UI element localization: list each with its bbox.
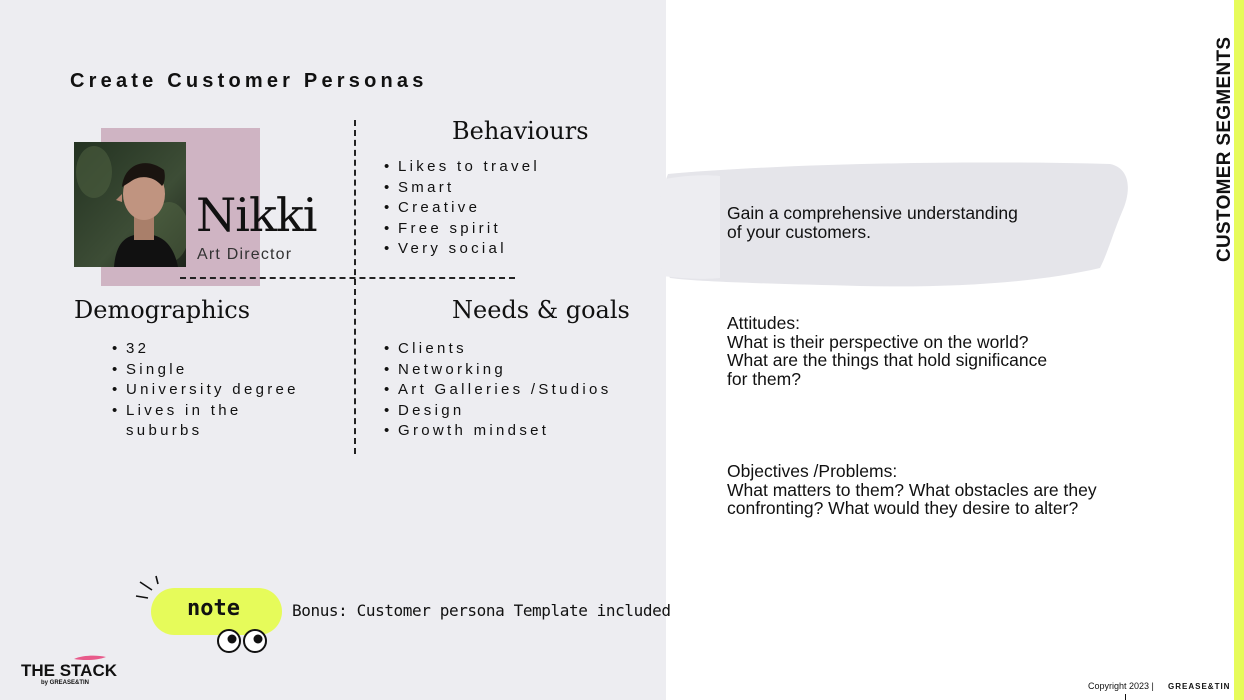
list-item: • Likes to travel xyxy=(384,157,540,178)
section-label: CUSTOMER SEGMENTS xyxy=(1214,36,1235,262)
list-item: • Growth mindset xyxy=(384,421,612,442)
persona-name: Nikki xyxy=(196,188,317,242)
copyright: Copyright 2023 | xyxy=(1088,681,1154,691)
list-item: • Lives in the suburbs xyxy=(112,401,256,442)
bonus-note: Bonus: Customer persona Template included xyxy=(292,601,671,620)
list-item: • 32 xyxy=(112,339,299,360)
needs-goals-list xyxy=(384,339,612,442)
list-item: • Free spirit xyxy=(384,219,540,240)
behaviours-list xyxy=(384,157,540,260)
brand-logo xyxy=(21,654,121,692)
note-label: note xyxy=(187,596,240,621)
demographics-heading: Demographics xyxy=(74,296,251,324)
footer-brand: GREASE&TIN xyxy=(1168,682,1231,691)
eyes-icon xyxy=(216,628,268,656)
demographics-list xyxy=(112,339,299,442)
objectives-text: Objectives /Problems: What matters to them? What obstacles are they confronting? What would they desire to alter? xyxy=(727,461,1097,519)
persona-role: Art Director xyxy=(197,246,293,263)
brand-sub: by GREASE&TIN xyxy=(41,680,90,686)
list-item: • Clients xyxy=(384,339,612,360)
list-item: • Art Galleries /Studios xyxy=(384,380,612,401)
persona-photo xyxy=(74,142,186,267)
needs-goals-heading: Needs & goals xyxy=(452,296,630,324)
brand-name: THE STACK xyxy=(21,661,118,680)
list-item: • Smart xyxy=(384,178,540,199)
vertical-divider xyxy=(354,120,356,454)
list-item: • Single xyxy=(112,360,299,381)
list-item: • University degree xyxy=(112,380,299,401)
horizontal-divider xyxy=(180,277,515,279)
footer-tick xyxy=(1125,694,1126,700)
list-item: • Creative xyxy=(384,198,540,219)
list-item: • Design xyxy=(384,401,612,422)
attitudes-text: Attitudes: What is their perspective on the world? What are the things that hold significance for them? xyxy=(727,313,1048,389)
list-item: • Networking xyxy=(384,360,612,381)
page-title: Create Customer Personas xyxy=(70,70,428,92)
behaviours-heading: Behaviours xyxy=(452,117,589,145)
list-item: • Very social xyxy=(384,239,540,260)
intro-text: Gain a comprehensive understanding of your customers. xyxy=(727,203,1018,242)
